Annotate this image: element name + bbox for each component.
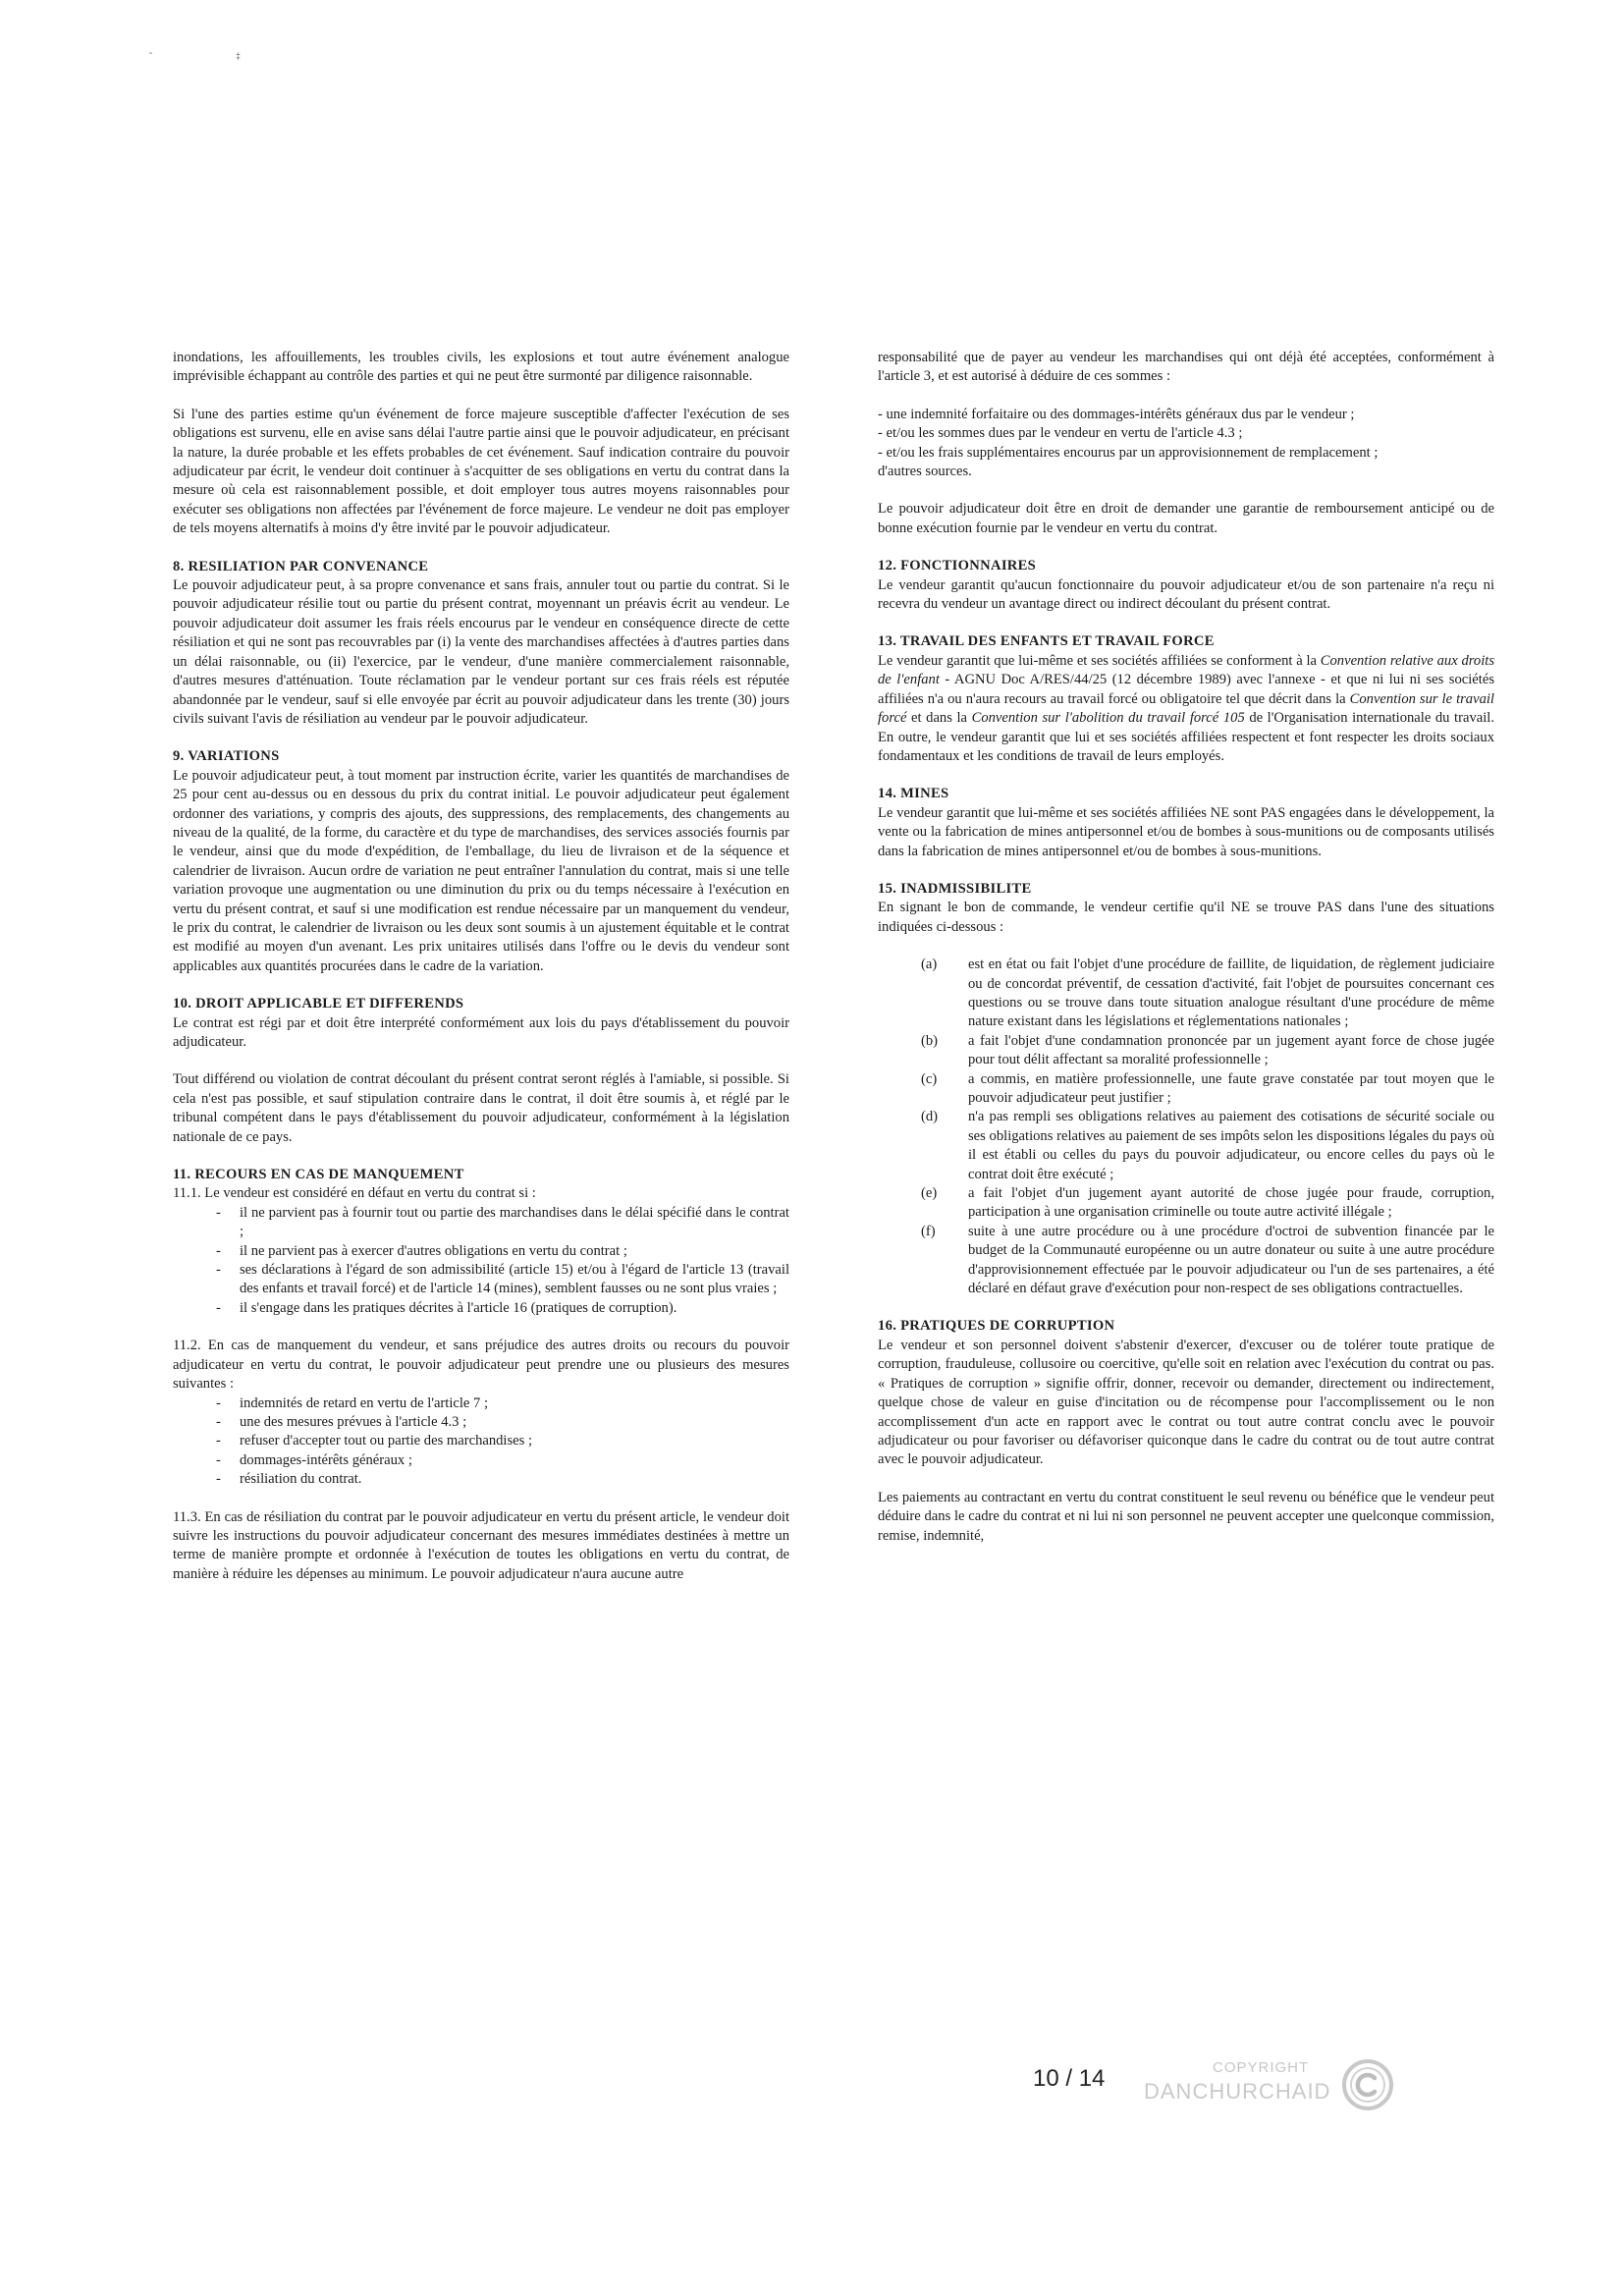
- list-item: - il s'engage dans les pratiques décrites à l'article 16 (pratiques de corruption).: [173, 1299, 789, 1318]
- item-text: est en état ou fait l'objet d'une procédure de faillite, de liquidation, de règlement judiciaire ou de concordat préventif, de cessation d'activité, fait l'objet de poursuites concernant ces questions ou se trouve dans toute situation analogue résultant d'une procédure de même nature existant dans les législations et réglementations nationales ;: [968, 957, 1494, 1030]
- deduction-lines: [878, 406, 1494, 482]
- section-12-body: Le vendeur garantit qu'aucun fonctionnaire du pouvoir adjudicateur et/ou de son partenaire n'a reçu ni recevra du vendeur un avantage direct ou indirect découlant du présent contrat.: [878, 576, 1494, 613]
- list-item: [878, 1108, 1494, 1184]
- item-label: (e): [921, 1185, 938, 1202]
- copyright-icon: [1340, 2057, 1395, 2112]
- section-11-1-intro: 11.1. Le vendeur est considéré en défaut en vertu du contrat si :: [173, 1185, 536, 1202]
- section-10-body-1: Le contrat est régi par et doit être interprété conformément aux lois du pays d'établissement du pouvoir adjudicateur.: [173, 1014, 789, 1050]
- list-item: [878, 1184, 1494, 1223]
- section-11-2: [173, 1337, 789, 1489]
- section-10-title: 10. DROIT APPLICABLE ET DIFFERENDS: [173, 996, 464, 1012]
- section-11: [173, 1166, 789, 1318]
- list-item: - dommages-intérêts généraux ;: [173, 1451, 789, 1470]
- section-14: [878, 785, 1494, 861]
- section-10-body-2: Tout différend ou violation de contrat découlant du présent contrat seront réglés à l'amiable, si possible. Si cela n'est pas possible, et sauf stipulation contraire dans le contrat, il doit être soumis à, et réglé par le tribunal compétent dans le pays d'établissement du pouvoir adjudicateur, conformément à la législation nationale de ce pays.: [173, 1071, 789, 1145]
- section-11-2-list: [173, 1394, 789, 1490]
- item-label: (d): [921, 1109, 939, 1125]
- deduction-line: - une indemnité forfaitaire ou des dommages-intérêts généraux dus par le vendeur ;: [878, 406, 1355, 422]
- guarantee-paragraph: Le pouvoir adjudicateur doit être en droit de demander une garantie de remboursement anticipé ou de bonne exécution fournie par le vendeur en vertu du contrat.: [878, 501, 1494, 536]
- item-text: suite à une autre procédure ou à une procédure d'octroi de subvention financée par le budget de la Communauté européenne ou un autre donateur ou suite à une autre procédure d'approvisionnement effectuée par le pouvoir adjudicateur ou l'un de ses partenaires, a été déclaré en défaut grave d'exécution pour non-respect de ses obligations contractuelles.: [968, 1223, 1494, 1297]
- section-13-text: de l'Organisation internationale du travail. En outre, le vendeur garantit que lui et ses sociétés affiliées respectent et font respecter les droits sociaux fondamentaux et les conditions de travail de leurs employés.: [878, 710, 1494, 764]
- section-16-body-2: Les paiements au contractant en vertu du contrat constituent le seul revenu ou bénéfice que le vendeur peut déduire dans le cadre du contrat et ni lui ni son personnel ne peuvent accepter une quelconque commission, remise, indemnité,: [878, 1489, 1494, 1544]
- section-15-intro: En signant le bon de commande, le vendeur certifie qu'il NE se trouve PAS dans l'une des situations indiquées ci-dessous :: [878, 900, 1494, 935]
- section-12: [878, 557, 1494, 614]
- force-majeure-paragraph: Si l'une des parties estime qu'un événement de force majeure susceptible d'affecter l'exécution de ses obligations est survenu, elle en avise sans délai l'autre partie ainsi que le pouvoir adjudicateur, en précisant la nature, la durée probable et les effets probables de cet événement. Sauf indication contraire du pouvoir adjudicateur par écrit, le vendeur doit continuer à s'acquitter de ses obligations en vertu du contrat dans la mesure où cela est raisonnablement possible, et doit employer tous autres moyens raisonnables pour exécuter ses obligations non affectées par l'événement de force majeure. Le vendeur ne doit pas employer de tels moyens alternatifs à moins d'y être invité par le pouvoir adjudicateur.: [173, 406, 789, 537]
- convention-name: Convention sur le travail forcé: [878, 690, 1494, 727]
- list-item: [878, 956, 1494, 1032]
- copyright-watermark: [1144, 2057, 1399, 2116]
- section-13: [878, 632, 1494, 766]
- section-13-text: - AGNU Doc A/RES/44/25 (12 décembre 1989) avec l'annexe - et que ni lui ni ses sociétés affiliées n'a ou n'aura recours au travail forcé ou obligatoire tel que décrit dans la: [878, 672, 1494, 707]
- section-15-list: [878, 956, 1494, 1298]
- item-text: n'a pas rempli ses obligations relatives au paiement des cotisations de sécurité sociale ou ses obligations relatives au paiement de ses impôts selon les dispositions légales du pays où il est établi ou celles du pays du pouvoir adjudicateur, ou encore celles du pays où le contrat doit être exécuté ;: [968, 1109, 1494, 1182]
- force-majeure-continued: inondations, les affouillements, les troubles civils, les explosions et tout autre événement analogue imprévisible échappant au contrôle des parties et qui ne peut être surmonté par diligence raisonnable.: [173, 350, 789, 385]
- item-label: (f): [921, 1223, 936, 1239]
- deduction-line: - et/ou les frais supplémentaires encourus par un approvisionnement de remplacement ;: [878, 444, 1379, 461]
- section-13-body: [878, 652, 1494, 766]
- section-8-title: 8. RESILIATION PAR CONVENANCE: [173, 558, 429, 574]
- list-item: - indemnités de retard en vertu de l'article 7 ;: [173, 1394, 789, 1413]
- section-12-title: 12. FONCTIONNAIRES: [878, 558, 1037, 574]
- scan-mark: ˜: [149, 51, 152, 61]
- list-item: - refuser d'accepter tout ou partie des marchandises ;: [173, 1432, 789, 1450]
- item-label: (c): [921, 1070, 938, 1087]
- list-item: [878, 1223, 1494, 1299]
- section-13-text: et dans la: [906, 710, 972, 727]
- section-13-text: Le vendeur garantit que lui-même et ses sociétés affiliées se conforment à la: [878, 652, 1321, 669]
- section-13-title: 13. TRAVAIL DES ENFANTS ET TRAVAIL FORCE: [878, 633, 1215, 650]
- list-item: - résiliation du contrat.: [173, 1470, 789, 1489]
- section-9: [173, 747, 789, 976]
- section-15: [878, 880, 1494, 937]
- section-9-body: Le pouvoir adjudicateur peut, à tout moment par instruction écrite, varier les quantités de marchandises de 25 pour cent au-dessus ou en dessous du prix du contrat initial. Le pouvoir adjudicateur peut également ordonner des variations, y compris des ajouts, des suppressions, des remplacements, des changements au niveau de la qualité, de la forme, du caractère et du type de marchandises, des services associés fournis par le vendeur, ainsi que du mode d'expédition, de l'emballage, du lieu de livraison et de la séquence et calendrier de livraison. Aucun ordre de variation ne peut entraîner l'annulation du contrat, mais si une telle variation provoque une augmentation ou une diminution du prix ou du temps nécessaire à l'exécution en vertu du présent contrat, et sauf si une modification est rendue nécessaire par un manquement du vendeur, le prix du contrat, le calendrier de livraison ou les deux sont soumis à un ajustement équitable et le contrat est modifié au moyen d'un avenant. Les prix unitaires utilisés dans l'offre ou le devis du vendeur sont applicables aux quantités procurées dans le cadre de la variation.: [173, 767, 789, 974]
- list-item: - il ne parvient pas à exercer d'autres obligations en vertu du contrat ;: [173, 1242, 789, 1261]
- convention-name: Convention relative aux droits de l'enfant: [878, 652, 1494, 688]
- section-16-title: 16. PRATIQUES DE CORRUPTION: [878, 1318, 1115, 1335]
- section-11-3: 11.3. En cas de résiliation du contrat par le pouvoir adjudicateur en vertu du présent article, le vendeur doit suivre les instructions du pouvoir adjudicateur concernant des mesures immédiates destinées à mettre un terme de manière prompte et ordonnée à l'exécution de toutes les obligations en vertu du contrat, de manière à réduire les dépenses au minimum. Le pouvoir adjudicateur n'aura aucune autre: [173, 1508, 789, 1582]
- deduction-line: - et/ou les sommes dues par le vendeur en vertu de l'article 4.3 ;: [878, 425, 1243, 442]
- watermark-organization-text: DANCHURCHAID: [1144, 2079, 1331, 2104]
- convention-name: Convention sur l'abolition du travail forcé 105: [971, 710, 1245, 727]
- item-text: a commis, en matière professionnelle, une faute grave constatée par tout moyen que le pouvoir adjudicateur peut justifier ;: [968, 1070, 1494, 1106]
- section-9-title: 9. VARIATIONS: [173, 748, 280, 765]
- item-text: a fait l'objet d'un jugement ayant autorité de chose jugée pour fraude, corruption, participation à une organisation criminelle ou toute autre activité illégale ;: [968, 1185, 1494, 1221]
- section-11-1-list: [173, 1204, 789, 1318]
- section-16-body-1: Le vendeur et son personnel doivent s'abstenir d'exercer, d'excuser ou de tolérer toute pratique de corruption, frauduleuse, collusoire ou coercitive, qu'elle soit en relation avec l'exécution du contrat ou pas. « Pratiques de corruption » signifie offrir, donner, recevoir ou demander, directement ou indirectement, quelque chose de valeur en guise d'incitation ou de récompense pour l'accomplissement ou le non accomplissement d'un acte en rapport avec le contrat ou tout autre contrat conclu avec le pouvoir adjudicateur ou pour favoriser ou défavoriser quiconque dans le cadre du contrat ou de tout autre contrat avec le pouvoir adjudicateur.: [878, 1337, 1494, 1468]
- list-item: - une des mesures prévues à l'article 4.3 ;: [173, 1413, 789, 1432]
- item-text: a fait l'objet d'une condamnation prononcée par un jugement ayant force de chose jugée pour tout délit affectant sa moralité professionnelle ;: [968, 1032, 1494, 1068]
- left-column: [173, 349, 789, 1584]
- section-8: [173, 558, 789, 730]
- section-15-title: 15. INADMISSIBILITE: [878, 880, 1032, 897]
- list-item: - il ne parvient pas à fournir tout ou partie des marchandises dans le délai spécifié dans le contrat ;: [173, 1204, 789, 1242]
- list-item: [878, 1070, 1494, 1109]
- scan-mark: ‡: [236, 51, 242, 61]
- section-10: [173, 995, 789, 1147]
- watermark-copyright-text: COPYRIGHT: [1213, 2059, 1310, 2076]
- page-number: 10 / 14: [1033, 2065, 1106, 2092]
- item-label: (a): [921, 957, 938, 973]
- section-16: [878, 1317, 1494, 1469]
- section-11-2-intro: 11.2. En cas de manquement du vendeur, et sans préjudice des autres droits ou recours du pouvoir adjudicateur en vertu du contrat, le pouvoir adjudicateur peut prendre une ou plusieurs des mesures suivantes :: [173, 1338, 789, 1393]
- list-item: - ses déclarations à l'égard de son admissibilité (article 15) et/ou à l'égard de l'article 13 (travail des enfants et travail forcé) et de l'article 14 (mines), semblent fausses ou ne sont plus vraies ;: [173, 1261, 789, 1299]
- item-label: (b): [921, 1032, 939, 1049]
- section-8-body: Le pouvoir adjudicateur peut, à sa propre convenance et sans frais, annuler tout ou partie du contrat. Si le pouvoir adjudicateur résilie tout ou partie du présent contrat, moyennant un préavis écrit au vendeur. Le pouvoir adjudicateur doit assumer les frais réels encourus par le vendeur en conséquence directe de cette résiliation et qui ne sont pas recouvrables par (i) la vente des marchandises affectées à d'autres parties dans un délai raisonnable, ou (ii) l'exercice, par le vendeur, d'une manière commercialement raisonnable, d'autres mesures d'atténuation. Toute réclamation par le vendeur portant sur ces frais réels est réputée abandonnée par le vendeur, sauf si elle envoyée par écrit au pouvoir adjudicateur dans les trente (30) jours civils suivant l'avis de résiliation au vendeur par le pouvoir adjudicateur.: [173, 577, 789, 727]
- list-item: [878, 1032, 1494, 1070]
- section-11-title: 11. RECOURS EN CAS DE MANQUEMENT: [173, 1167, 464, 1183]
- deduction-line: d'autres sources.: [878, 464, 972, 480]
- section-14-title: 14. MINES: [878, 786, 949, 802]
- section-11-3-continued: responsabilité que de payer au vendeur les marchandises qui ont déjà été acceptées, conformément à l'article 3, et est autorisé à déduire de ces sommes :: [878, 350, 1494, 385]
- section-14-body: Le vendeur garantit que lui-même et ses sociétés affiliées NE sont PAS engagées dans le développement, la vente ou la fabrication de mines antipersonnel et/ou de bombes à sous-munitions ou de composants utilisés dans la fabrication de mines antipersonnel et/ou de bombes à sous-munitions.: [878, 804, 1494, 859]
- right-column: [878, 349, 1494, 1546]
